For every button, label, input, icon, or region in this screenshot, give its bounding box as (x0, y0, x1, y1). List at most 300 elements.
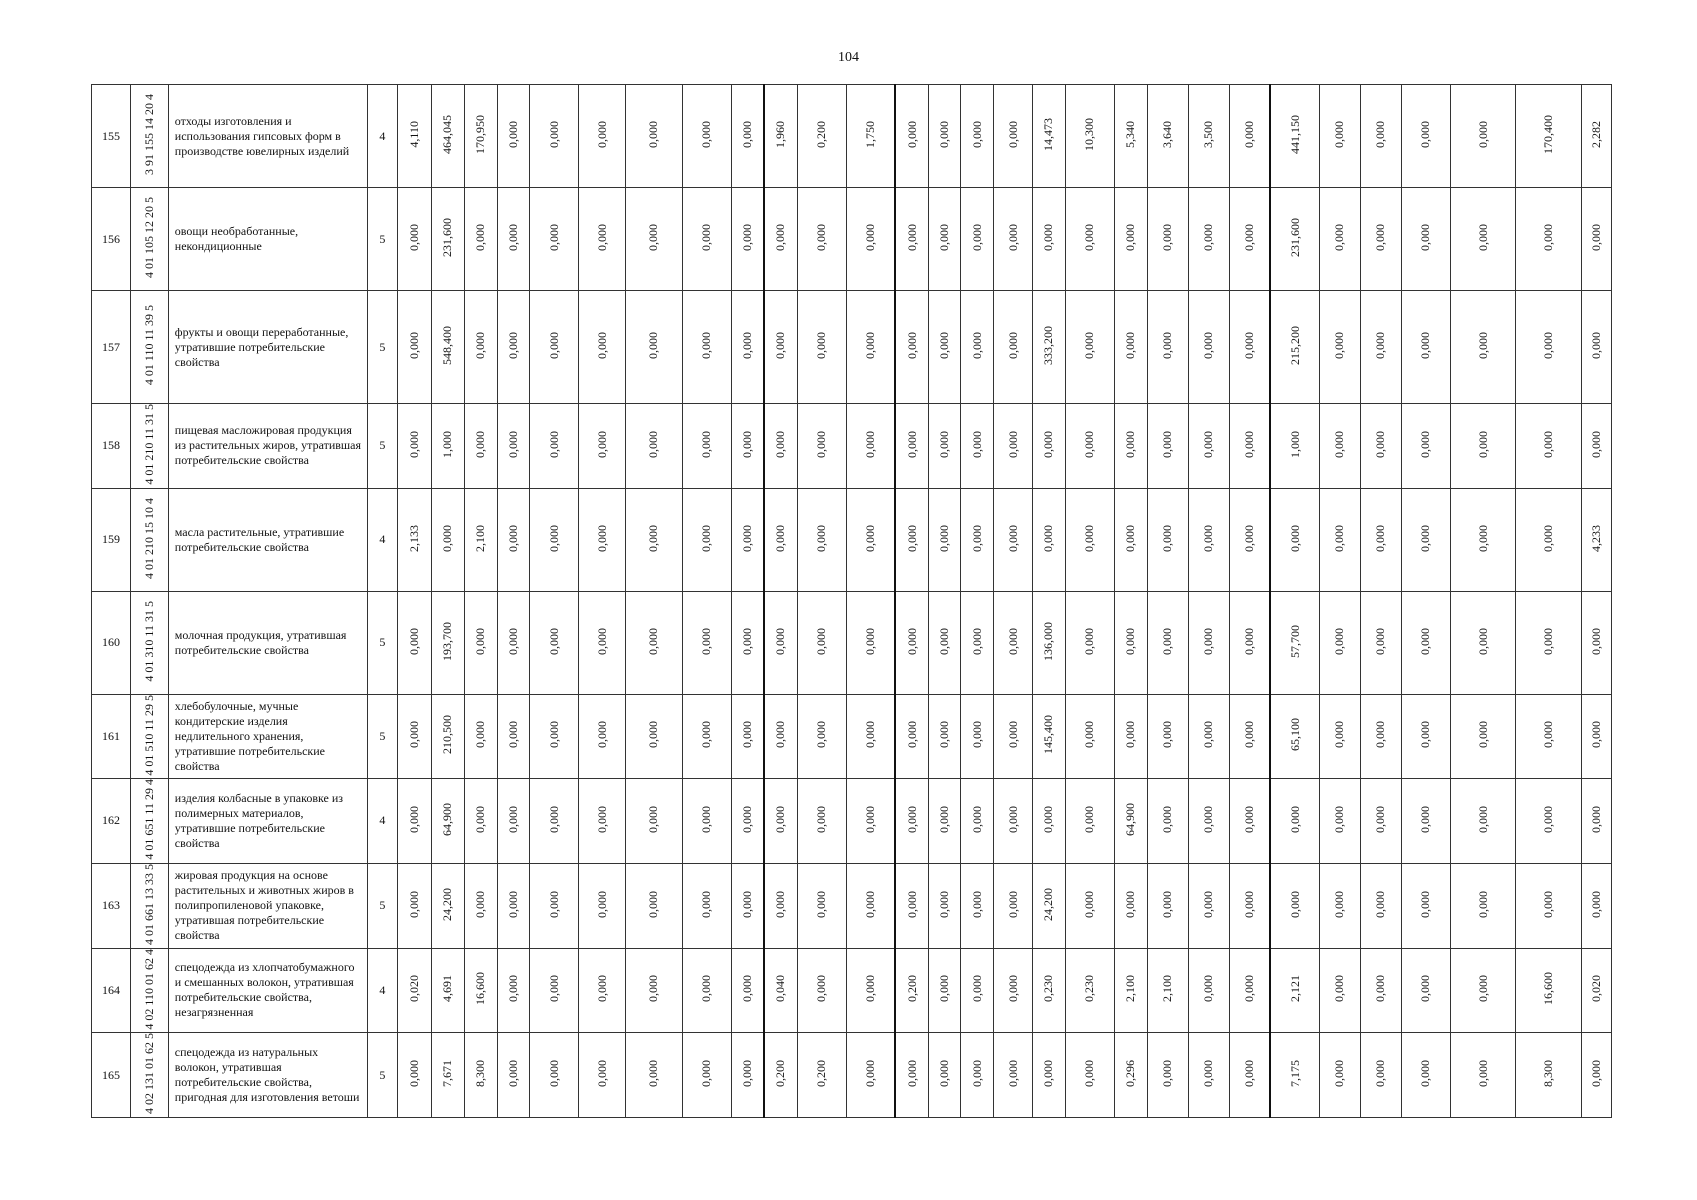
value-cell (961, 488, 994, 591)
value-cell-text: 0,000 (546, 524, 561, 552)
value-cell (764, 188, 797, 291)
value-cell-text: 1,000 (1287, 430, 1302, 458)
value-cell (797, 779, 846, 864)
value-cell-text: 0,000 (407, 430, 422, 458)
value-cell (1450, 948, 1516, 1033)
value-cell-text: 170,950 (473, 115, 488, 154)
value-cell-text: 1,000 (440, 430, 455, 458)
value-cell (579, 863, 625, 948)
value-cell (961, 404, 994, 489)
value-cell (797, 488, 846, 591)
value-cell (764, 779, 797, 864)
value-cell-text: 0,000 (1041, 805, 1056, 833)
value-cell-text: 0,020 (1589, 975, 1604, 1003)
value-cell (1188, 1033, 1229, 1118)
value-cell (846, 1033, 895, 1118)
value-cell-text: 210,500 (440, 715, 455, 755)
value-cell (1188, 404, 1229, 489)
value-cell-text: 0,000 (863, 975, 878, 1003)
waste-name (168, 404, 367, 489)
value-cell (1582, 188, 1612, 291)
row-number-text: 163 (101, 898, 120, 913)
value-cell-text: 0,000 (646, 524, 661, 552)
value-cell-text: 0,000 (407, 721, 422, 749)
table-row (92, 591, 1612, 694)
value-cell (1319, 948, 1360, 1033)
value-cell-text: 0,000 (1005, 224, 1020, 251)
value-cell-text: 0,000 (1373, 721, 1388, 749)
value-cell-text: 0,000 (1418, 430, 1433, 458)
value-cell-text: 0,000 (814, 890, 829, 918)
value-cell (1401, 1033, 1450, 1118)
value-cell (1360, 188, 1401, 291)
value-cell-text: 0,000 (505, 121, 520, 148)
value-cell-text: 0,000 (814, 332, 829, 359)
value-cell (895, 779, 928, 864)
value-cell (625, 404, 682, 489)
value-cell-text: 0,000 (740, 890, 755, 918)
value-cell-text: 0,000 (1475, 121, 1490, 148)
waste-name-text: пищевая масложировая продукция из растительных жиров, утратившая потребительские свойства (174, 423, 361, 468)
value-cell (579, 779, 625, 864)
value-cell-text: 0,000 (699, 430, 714, 458)
value-cell-text: 0,000 (505, 1060, 520, 1088)
value-cell-text: 0,000 (1589, 430, 1604, 458)
value-cell (994, 863, 1033, 948)
value-cell (1516, 591, 1582, 694)
value-cell (994, 488, 1033, 591)
value-cell-text: 0,000 (594, 805, 609, 833)
value-cell (1033, 779, 1066, 864)
value-cell (961, 948, 994, 1033)
waste-name-text: фрукты и овощи переработанные, утратившие потребительские свойства (174, 324, 349, 369)
value-cell (1065, 404, 1114, 489)
value-cell-text: 0,000 (1160, 1060, 1175, 1088)
value-cell (1188, 694, 1229, 779)
waste-name-text: изделия колбасные в упаковке из полимерных материалов, утратившие потребительские свойства (174, 790, 344, 850)
value-cell-text: 0,000 (1373, 805, 1388, 833)
value-cell (928, 694, 961, 779)
value-cell (530, 863, 579, 948)
value-cell-text: 0,000 (699, 224, 714, 251)
value-cell-text: 0,000 (546, 224, 561, 251)
value-cell (961, 863, 994, 948)
waste-name-text: масла растительные, утратившие потребительские свойства (174, 524, 345, 554)
waste-name (168, 85, 367, 188)
value-cell-text: 5,340 (1123, 121, 1138, 148)
value-cell-text: 0,000 (1418, 890, 1433, 918)
value-cell-text: 0,000 (863, 524, 878, 552)
value-cell (1401, 591, 1450, 694)
value-cell (1147, 779, 1188, 864)
value-cell-text: 0,000 (473, 805, 488, 833)
value-cell-text: 0,000 (1287, 890, 1302, 918)
waste-code (130, 404, 168, 489)
row-number (92, 948, 131, 1033)
value-cell-text: 0,000 (1541, 627, 1556, 655)
value-cell (1147, 188, 1188, 291)
table-row (92, 694, 1612, 779)
value-cell (682, 779, 731, 864)
value-cell-text: 0,000 (646, 805, 661, 833)
value-cell (432, 863, 465, 948)
value-cell-text: 0,000 (1332, 975, 1347, 1003)
table-row (92, 779, 1612, 864)
value-cell-text: 0,000 (1123, 721, 1138, 749)
value-cell (1147, 591, 1188, 694)
value-cell-text: 0,000 (740, 805, 755, 833)
value-cell-text: 0,000 (646, 975, 661, 1003)
value-cell (1401, 488, 1450, 591)
value-cell (398, 863, 432, 948)
value-cell-text: 0,000 (814, 224, 829, 251)
value-cell (1319, 863, 1360, 948)
value-cell (1147, 1033, 1188, 1118)
value-cell-text: 0,000 (1123, 524, 1138, 552)
value-cell-text: 0,000 (969, 721, 984, 749)
value-cell (1065, 863, 1114, 948)
value-cell-text: 464,045 (440, 115, 455, 154)
value-cell (1401, 188, 1450, 291)
waste-name (168, 694, 367, 779)
row-number-text: 161 (101, 728, 120, 743)
hazard-class-text: 4 (379, 532, 386, 547)
value-cell-text: 0,000 (1241, 890, 1256, 918)
hazard-class (367, 85, 398, 188)
value-cell-text: 0,000 (814, 627, 829, 655)
table-row (92, 863, 1612, 948)
value-cell (1319, 404, 1360, 489)
value-cell-text: 0,000 (1541, 721, 1556, 749)
value-cell-text: 0,200 (904, 975, 919, 1003)
value-cell-text: 0,000 (969, 332, 984, 359)
value-cell (1319, 85, 1360, 188)
value-cell-text: 0,000 (773, 332, 788, 359)
value-cell (1270, 694, 1319, 779)
value-cell-text: 0,000 (594, 890, 609, 918)
value-cell (1033, 85, 1066, 188)
value-cell-text: 0,000 (546, 975, 561, 1003)
value-cell-text: 2,100 (1160, 975, 1175, 1003)
value-cell-text: 0,000 (1005, 975, 1020, 1003)
value-cell-text: 0,000 (863, 1060, 878, 1088)
value-cell (732, 779, 765, 864)
value-cell-text: 0,000 (1373, 890, 1388, 918)
value-cell (1033, 404, 1066, 489)
value-cell (797, 591, 846, 694)
value-cell (432, 404, 465, 489)
value-cell (846, 591, 895, 694)
value-cell (1033, 863, 1066, 948)
value-cell-text: 0,000 (546, 332, 561, 359)
value-cell (1033, 188, 1066, 291)
waste-code (130, 948, 168, 1033)
value-cell-text: 0,000 (937, 721, 952, 749)
hazard-class-text: 5 (379, 438, 386, 453)
row-number (92, 863, 131, 948)
value-cell (625, 1033, 682, 1118)
value-cell-text: 0,000 (1005, 1060, 1020, 1088)
value-cell-text: 0,000 (863, 805, 878, 833)
value-cell-text: 0,000 (1201, 224, 1216, 251)
value-cell (732, 85, 765, 188)
value-cell (961, 1033, 994, 1118)
value-cell-text: 0,000 (969, 121, 984, 148)
value-cell (497, 1033, 530, 1118)
value-cell (625, 488, 682, 591)
value-cell (846, 291, 895, 404)
value-cell-text: 0,000 (773, 430, 788, 458)
value-cell (464, 591, 497, 694)
value-cell (1450, 694, 1516, 779)
value-cell-text: 0,000 (1332, 524, 1347, 552)
value-cell (1270, 779, 1319, 864)
value-cell (1065, 188, 1114, 291)
value-cell (928, 291, 961, 404)
value-cell-text: 0,000 (646, 627, 661, 655)
value-cell-text: 170,400 (1541, 115, 1556, 154)
value-cell (1360, 488, 1401, 591)
value-cell (682, 488, 731, 591)
value-cell-text: 0,000 (863, 627, 878, 655)
waste-name (168, 863, 367, 948)
row-number-text: 164 (101, 982, 120, 997)
value-cell-text: 0,230 (1082, 975, 1097, 1003)
value-cell (398, 948, 432, 1033)
table-row (92, 1033, 1612, 1118)
value-cell-text: 0,000 (1589, 805, 1604, 833)
value-cell-text: 0,000 (1082, 332, 1097, 359)
value-cell-text: 0,000 (969, 805, 984, 833)
value-cell (928, 1033, 961, 1118)
waste-name-text: жировая продукция на основе растительных и животных жиров в полипропиленовой упаковке, утратившая потребительские свойства (174, 868, 354, 943)
value-cell-text: 0,000 (1005, 627, 1020, 655)
value-cell-text: 0,000 (1082, 224, 1097, 251)
value-cell (994, 591, 1033, 694)
value-cell-text: 0,000 (773, 627, 788, 655)
value-cell-text: 0,000 (1589, 224, 1604, 251)
value-cell (398, 488, 432, 591)
row-number-text: 162 (101, 813, 120, 828)
value-cell-text: 0,000 (594, 430, 609, 458)
value-cell (1115, 488, 1148, 591)
value-cell (432, 779, 465, 864)
value-cell-text: 0,000 (1373, 975, 1388, 1003)
waste-name (168, 591, 367, 694)
value-cell (1516, 291, 1582, 404)
hazard-class-text: 5 (379, 635, 386, 650)
value-cell-text: 0,000 (904, 430, 919, 458)
value-cell-text: 0,000 (594, 721, 609, 749)
value-cell (1360, 863, 1401, 948)
value-cell-text: 0,000 (814, 721, 829, 749)
value-cell-text: 0,000 (1201, 890, 1216, 918)
value-cell (432, 188, 465, 291)
value-cell-text: 0,000 (969, 627, 984, 655)
value-cell (1229, 863, 1270, 948)
value-cell (895, 694, 928, 779)
value-cell (1115, 404, 1148, 489)
value-cell (764, 85, 797, 188)
value-cell-text: 0,000 (1475, 721, 1490, 749)
value-cell-text: 0,000 (646, 721, 661, 749)
value-cell-text: 0,000 (1332, 1060, 1347, 1088)
value-cell (530, 291, 579, 404)
value-cell (895, 404, 928, 489)
value-cell (398, 291, 432, 404)
value-cell-text: 64,900 (440, 802, 455, 836)
value-cell (432, 1033, 465, 1118)
value-cell-text: 0,000 (1005, 524, 1020, 552)
value-cell (1450, 85, 1516, 188)
value-cell (682, 948, 731, 1033)
value-cell (797, 404, 846, 489)
value-cell (764, 863, 797, 948)
value-cell-text: 0,000 (594, 121, 609, 148)
value-cell (764, 1033, 797, 1118)
value-cell-text: 0,000 (1332, 430, 1347, 458)
value-cell-text: 0,000 (969, 224, 984, 251)
value-cell (797, 948, 846, 1033)
value-cell-text: 548,400 (440, 326, 455, 365)
value-cell (1270, 85, 1319, 188)
value-cell-text: 0,000 (1241, 524, 1256, 552)
value-cell (497, 863, 530, 948)
value-cell (530, 591, 579, 694)
value-cell-text: 0,000 (969, 890, 984, 918)
value-cell-text: 4,691 (440, 975, 455, 1003)
value-cell-text: 0,000 (773, 524, 788, 552)
value-cell-text: 0,000 (904, 1060, 919, 1088)
value-cell (1229, 404, 1270, 489)
value-cell (1115, 948, 1148, 1033)
value-cell-text: 0,000 (1005, 121, 1020, 148)
value-cell (1188, 948, 1229, 1033)
value-cell (764, 694, 797, 779)
value-cell (928, 188, 961, 291)
value-cell (464, 404, 497, 489)
value-cell-text: 0,000 (1241, 627, 1256, 655)
value-cell (497, 188, 530, 291)
value-cell (1229, 591, 1270, 694)
value-cell (432, 291, 465, 404)
value-cell-text: 0,000 (740, 975, 755, 1003)
value-cell-text: 0,000 (505, 627, 520, 655)
value-cell-text: 57,700 (1287, 624, 1302, 658)
hazard-class-text: 5 (379, 728, 386, 743)
waste-code (130, 1033, 168, 1118)
value-cell (1229, 694, 1270, 779)
value-cell (1582, 863, 1612, 948)
value-cell-text: 0,000 (1123, 430, 1138, 458)
value-cell-text: 8,300 (473, 1060, 488, 1088)
value-cell (625, 85, 682, 188)
value-cell (928, 85, 961, 188)
value-cell (1319, 779, 1360, 864)
value-cell (530, 85, 579, 188)
waste-code-text: 4 01 105 12 20 5 (141, 197, 156, 278)
value-cell-text: 0,000 (740, 121, 755, 148)
row-number (92, 591, 131, 694)
value-cell-text: 0,000 (937, 332, 952, 359)
value-cell-text: 0,000 (937, 805, 952, 833)
value-cell-text: 0,000 (937, 890, 952, 918)
value-cell (625, 591, 682, 694)
value-cell-text: 0,000 (407, 1060, 422, 1088)
value-cell-text: 0,000 (1241, 975, 1256, 1003)
value-cell-text: 0,000 (937, 430, 952, 458)
value-cell (1270, 404, 1319, 489)
value-cell (432, 488, 465, 591)
value-cell (846, 488, 895, 591)
value-cell (732, 694, 765, 779)
value-cell (1582, 1033, 1612, 1118)
value-cell (797, 863, 846, 948)
waste-code (130, 85, 168, 188)
value-cell (1229, 85, 1270, 188)
table-row (92, 404, 1612, 489)
value-cell (732, 591, 765, 694)
value-cell (1188, 488, 1229, 591)
value-cell (464, 948, 497, 1033)
value-cell (579, 404, 625, 489)
value-cell (1229, 488, 1270, 591)
value-cell (1582, 488, 1612, 591)
value-cell-text: 0,000 (1475, 890, 1490, 918)
value-cell (1319, 1033, 1360, 1118)
value-cell-text: 0,000 (773, 890, 788, 918)
value-cell (530, 779, 579, 864)
waste-code-text: 4 01 510 11 29 5 (141, 694, 156, 776)
value-cell-text: 0,000 (773, 805, 788, 833)
value-cell (1229, 188, 1270, 291)
value-cell-text: 231,600 (1287, 218, 1302, 257)
hazard-class-text: 4 (379, 982, 386, 997)
waste-code-text: 3 91 155 14 20 4 (141, 94, 156, 175)
value-cell (961, 694, 994, 779)
value-cell (895, 591, 928, 694)
value-cell (1516, 694, 1582, 779)
value-cell-text: 145,400 (1041, 715, 1056, 755)
value-cell (1188, 85, 1229, 188)
value-cell-text: 0,000 (407, 805, 422, 833)
value-cell-text: 0,000 (1160, 805, 1175, 833)
value-cell-text: 0,000 (904, 627, 919, 655)
value-cell (398, 1033, 432, 1118)
page-number: 104 (838, 50, 859, 65)
value-cell (1401, 863, 1450, 948)
value-cell (497, 591, 530, 694)
value-cell (1319, 694, 1360, 779)
value-cell-text: 0,000 (1160, 524, 1175, 552)
value-cell (764, 404, 797, 489)
value-cell (764, 488, 797, 591)
value-cell (994, 779, 1033, 864)
value-cell-text: 0,000 (814, 975, 829, 1003)
value-cell-text: 0,000 (1475, 627, 1490, 655)
value-cell (1147, 694, 1188, 779)
value-cell (1319, 291, 1360, 404)
value-cell-text: 0,000 (1475, 430, 1490, 458)
value-cell-text: 0,000 (1041, 524, 1056, 552)
value-cell-text: 0,000 (1541, 224, 1556, 251)
value-cell-text: 0,000 (1332, 332, 1347, 359)
value-cell (682, 591, 731, 694)
waste-name (168, 779, 367, 864)
waste-name (168, 1033, 367, 1118)
value-cell-text: 7,175 (1287, 1060, 1302, 1088)
value-cell (1360, 1033, 1401, 1118)
